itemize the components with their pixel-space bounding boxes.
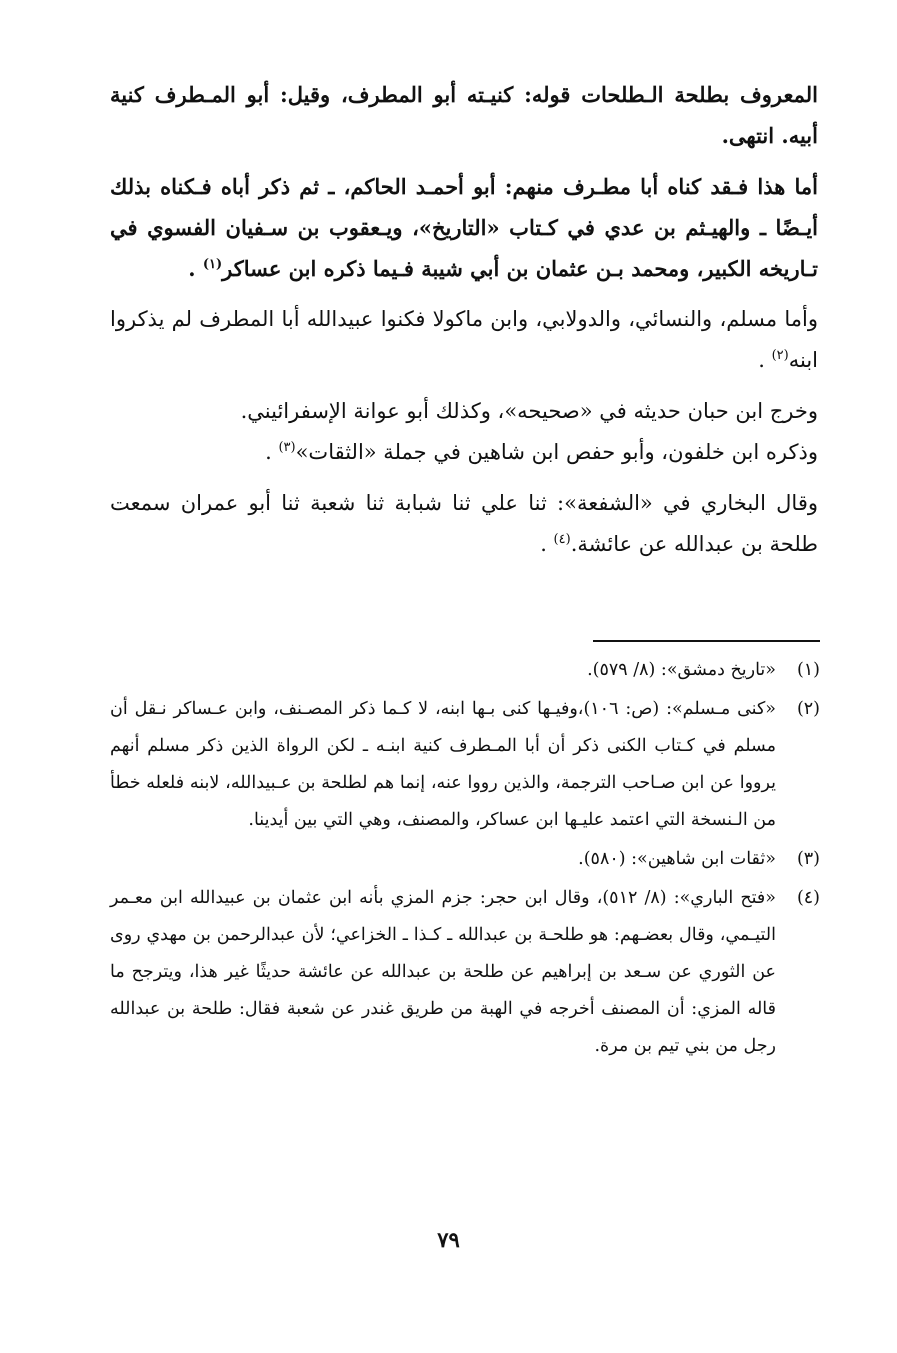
footnote-number: (٤) bbox=[796, 888, 820, 908]
paragraph-5 bbox=[110, 432, 818, 473]
paragraph-5-text: وذكره ابن خلفون، وأبو حفص ابن شاهين في جملة «الثقات» bbox=[295, 440, 818, 464]
paragraph-1-text: المعروف بطلحة الـطلحات قوله: كنيـته أبو المطرف، وقيل: أبو المـطرف كنية أبيه. انتهى. bbox=[110, 82, 818, 148]
footnote-ref-3[interactable]: (٣) bbox=[278, 440, 296, 455]
footnote-text: «كنى مـسلم»: (ص: ١٠٦)،وفيـها كنى بـها ابنه، لا كـما ذكر المصـنف، وابن عـساكر نـقل أن مسلم في كـتاب الكنى ذكر أن أبا المـطرف كنية ابنـه ـ لكن الرواة الذين ذكر مسلم أنهم يرووا عن ابن صـاحب الترجمة، والذين رووا عنه، إنما هم لطلحة بن عـبيدالله، لابنه فلعله خطأ من الـنسخة التي اعتمد عليـها ابن عساكر، والمصنف، وهي التي بين أيدينا. bbox=[110, 699, 776, 830]
footnote-number: (٢) bbox=[796, 699, 820, 719]
paragraph-6-end: . bbox=[540, 532, 554, 556]
paragraph-3-text: وأما مسلم، والنسائي، والدولابي، وابن ماكولا فكنوا عبيدالله أبا المطرف لم يذكروا ابنه bbox=[110, 307, 818, 372]
footnote-text: «تاريخ دمشق»: (٨/ ٥٧٩). bbox=[587, 660, 776, 680]
paragraph-2 bbox=[110, 166, 818, 289]
footnote-text: «فتح الباري»: (٨/ ٥١٢)، وقال ابن حجر: جزم المزي بأنه ابن عثمان بن عبيدالله ابن معـمر التيـمي، وقال بعضـهم: هو طلحـة بن عبدالله ـ كـذا ـ الخزاعي؛ لأن عبدالرحمن بن مهدي روى عن الثوري عن سـعد بن إبراهيم عن طلحة بن عبدالله عن عائشة حديثًا غير هذا، ويترجح ما قاله المزي: أن المصنف أخرجه في الهبة من طريق غندر عن شعبة فقال: طلحة بن عبدالله رجل من بني تيم بن مرة. bbox=[110, 888, 776, 1056]
footnote-separator bbox=[593, 640, 820, 642]
footnote-ref-1[interactable]: (١) bbox=[202, 257, 223, 272]
footnote-ref-2[interactable]: (٢) bbox=[771, 348, 789, 363]
paragraph-2-text: أما هذا فـقد كناه أبا مطـرف منهم: أبو أحمـد الحاكم، ـ ثم ذكر أباه فـكناه بذلك أيـضًا ـ والهيـثم بن عدي في كـتاب «التاريخ»، ويـعقوب بن سـفيان الفسوي في تـاريخه الكبير، ومحمد بـن عثمان بن أبي شيبة فـيما ذكره ابن عساكر bbox=[110, 174, 818, 281]
footnote-text: «ثقات ابن شاهين»: (٥٨٠). bbox=[578, 849, 776, 869]
paragraph-5-end: . bbox=[265, 440, 279, 464]
footnote-3 bbox=[110, 841, 820, 878]
paragraph-4 bbox=[110, 391, 818, 432]
main-text bbox=[110, 74, 818, 575]
footnotes bbox=[110, 652, 820, 1067]
footnote-ref-4[interactable]: (٤) bbox=[553, 532, 571, 547]
paragraph-6-text: وقال البخاري في «الشفعة»: ثنا علي ثنا شبابة ثنا شعبة ثنا أبو عمران سمعت طلحة بن عبدالله عن عائشة. bbox=[110, 491, 818, 556]
footnote-1 bbox=[110, 652, 820, 689]
footnote-2 bbox=[110, 691, 820, 839]
footnote-number: (١) bbox=[796, 660, 820, 680]
paragraph-3-end: . bbox=[758, 348, 772, 372]
paragraph-3 bbox=[110, 299, 818, 381]
paragraph-6 bbox=[110, 483, 818, 565]
footnote-number: (٣) bbox=[796, 849, 820, 869]
page-number: ٧٩ bbox=[437, 1227, 460, 1252]
paragraph-4-text: وخرج ابن حبان حديثه في «صحيحه»، وكذلك أبو عوانة الإسفرائيني. bbox=[240, 399, 818, 423]
paragraph-2-end: . bbox=[188, 256, 203, 281]
paragraph-1 bbox=[110, 74, 818, 156]
footnote-4 bbox=[110, 880, 820, 1065]
